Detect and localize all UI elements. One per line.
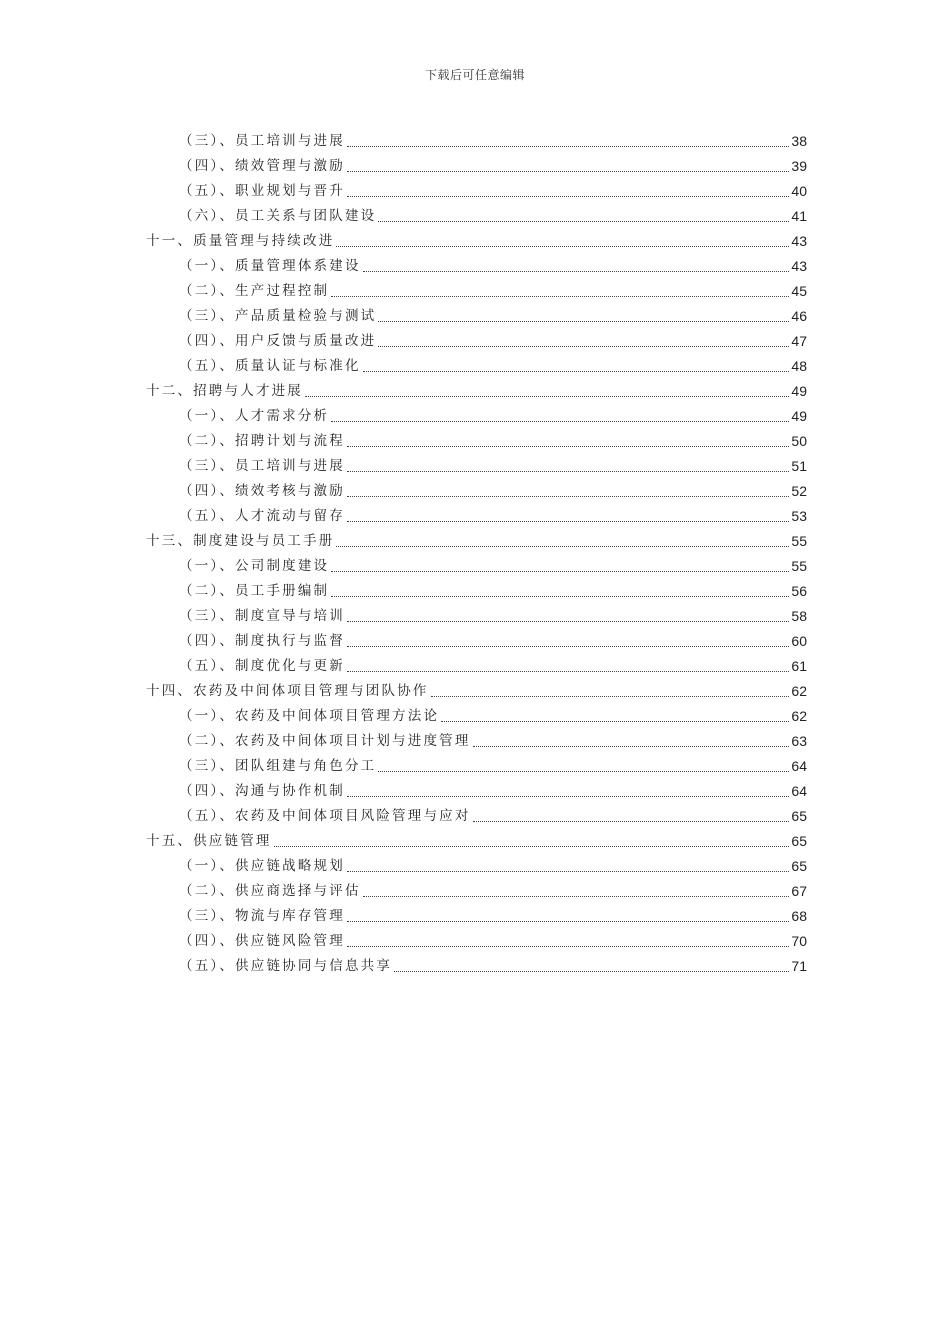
toc-dot-leader — [363, 896, 790, 897]
toc-chapter-entry[interactable] — [146, 826, 807, 851]
toc-page-number: 65 — [791, 858, 807, 874]
toc-page-number: 45 — [791, 283, 807, 299]
toc-page-number: 43 — [791, 258, 807, 274]
toc-page-number: 67 — [791, 883, 807, 899]
toc-page-number: 50 — [791, 433, 807, 449]
toc-entry-title: 十一、质量管理与持续改进 — [146, 233, 335, 249]
toc-section-entry[interactable] — [146, 276, 807, 301]
toc-dot-leader — [347, 446, 789, 447]
toc-dot-leader — [441, 721, 789, 722]
toc-page-number: 68 — [791, 908, 807, 924]
toc-dot-leader — [336, 246, 789, 247]
toc-section-entry[interactable] — [146, 176, 807, 201]
toc-entry-title: （一）、人才需求分析 — [179, 408, 330, 424]
toc-chapter-entry[interactable] — [146, 376, 807, 401]
toc-section-entry[interactable] — [146, 801, 807, 826]
toc-section-entry[interactable] — [146, 726, 807, 751]
page-header: 下载后可任意编辑 — [424, 68, 525, 82]
toc-section-entry[interactable] — [146, 626, 807, 651]
toc-page-number: 65 — [791, 833, 807, 849]
table-of-contents — [146, 126, 807, 976]
toc-page-number: 49 — [791, 383, 807, 399]
toc-dot-leader — [347, 521, 789, 522]
toc-dot-leader — [378, 346, 789, 347]
toc-entry-title: （二）、供应商选择与评估 — [179, 883, 361, 899]
toc-dot-leader — [347, 671, 789, 672]
toc-dot-leader — [394, 971, 789, 972]
toc-section-entry[interactable] — [146, 126, 807, 151]
toc-section-entry[interactable] — [146, 201, 807, 226]
toc-dot-leader — [431, 696, 790, 697]
toc-section-entry[interactable] — [146, 326, 807, 351]
toc-section-entry[interactable] — [146, 701, 807, 726]
toc-section-entry[interactable] — [146, 151, 807, 176]
toc-page-number: 52 — [791, 483, 807, 499]
toc-dot-leader — [363, 271, 790, 272]
toc-dot-leader — [347, 471, 789, 472]
toc-dot-leader — [347, 796, 789, 797]
toc-chapter-entry[interactable] — [146, 526, 807, 551]
toc-entry-title: （三）、物流与库存管理 — [179, 908, 345, 924]
toc-page-number: 55 — [791, 533, 807, 549]
toc-section-entry[interactable] — [146, 251, 807, 276]
toc-section-entry[interactable] — [146, 951, 807, 976]
toc-page-number: 48 — [791, 358, 807, 374]
toc-dot-leader — [378, 321, 789, 322]
toc-entry-title: （三）、员工培训与进展 — [179, 133, 345, 149]
toc-entry-title: （六）、员工关系与团队建设 — [179, 208, 377, 224]
toc-page-number: 51 — [791, 458, 807, 474]
toc-entry-title: （五）、质量认证与标准化 — [179, 358, 361, 374]
toc-page-number: 63 — [791, 733, 807, 749]
toc-section-entry[interactable] — [146, 926, 807, 951]
toc-dot-leader — [347, 871, 789, 872]
toc-page-number: 46 — [791, 308, 807, 324]
toc-page-number: 38 — [791, 133, 807, 149]
toc-dot-leader — [347, 646, 789, 647]
toc-section-entry[interactable] — [146, 901, 807, 926]
toc-page-number: 39 — [791, 158, 807, 174]
toc-dot-leader — [378, 771, 789, 772]
toc-section-entry[interactable] — [146, 576, 807, 601]
toc-page-number: 56 — [791, 583, 807, 599]
toc-entry-title: （三）、团队组建与角色分工 — [179, 758, 377, 774]
toc-dot-leader — [331, 421, 789, 422]
toc-entry-title: （一）、农药及中间体项目管理方法论 — [179, 708, 440, 724]
toc-page-number: 62 — [791, 683, 807, 699]
toc-entry-title: （四）、用户反馈与质量改进 — [179, 333, 377, 349]
toc-section-entry[interactable] — [146, 651, 807, 676]
toc-entry-title: 十五、供应链管理 — [146, 833, 272, 849]
toc-section-entry[interactable] — [146, 501, 807, 526]
toc-entry-title: 十二、招聘与人才进展 — [146, 383, 303, 399]
toc-dot-leader — [347, 946, 789, 947]
toc-dot-leader — [274, 846, 790, 847]
toc-section-entry[interactable] — [146, 876, 807, 901]
toc-dot-leader — [347, 621, 789, 622]
toc-page-number: 65 — [791, 808, 807, 824]
toc-entry-title: 十三、制度建设与员工手册 — [146, 533, 335, 549]
toc-section-entry[interactable] — [146, 476, 807, 501]
toc-page-number: 40 — [791, 183, 807, 199]
toc-chapter-entry[interactable] — [146, 226, 807, 251]
toc-section-entry[interactable] — [146, 401, 807, 426]
toc-chapter-entry[interactable] — [146, 676, 807, 701]
toc-entry-title: （二）、生产过程控制 — [179, 283, 330, 299]
toc-page-number: 53 — [791, 508, 807, 524]
toc-dot-leader — [305, 396, 789, 397]
toc-section-entry[interactable] — [146, 551, 807, 576]
toc-dot-leader — [347, 921, 789, 922]
toc-entry-title: （三）、制度宣导与培训 — [179, 608, 345, 624]
toc-section-entry[interactable] — [146, 351, 807, 376]
toc-entry-title: （四）、制度执行与监督 — [179, 633, 345, 649]
toc-entry-title: （五）、农药及中间体项目风险管理与应对 — [179, 808, 471, 824]
toc-entry-title: （四）、供应链风险管理 — [179, 933, 345, 949]
toc-dot-leader — [336, 546, 789, 547]
toc-page-number: 47 — [791, 333, 807, 349]
toc-entry-title: （一）、公司制度建设 — [179, 558, 330, 574]
toc-dot-leader — [331, 571, 789, 572]
toc-page-number: 58 — [791, 608, 807, 624]
toc-page-number: 60 — [791, 633, 807, 649]
toc-dot-leader — [347, 171, 789, 172]
toc-dot-leader — [347, 496, 789, 497]
toc-entry-title: （五）、制度优化与更新 — [179, 658, 345, 674]
toc-dot-leader — [347, 146, 789, 147]
toc-section-entry[interactable] — [146, 776, 807, 801]
toc-page-number: 64 — [791, 758, 807, 774]
toc-entry-title: （四）、绩效考核与激励 — [179, 483, 345, 499]
toc-entry-title: （四）、绩效管理与激励 — [179, 158, 345, 174]
toc-section-entry[interactable] — [146, 851, 807, 876]
toc-dot-leader — [473, 746, 790, 747]
toc-page-number: 55 — [791, 558, 807, 574]
toc-entry-title: （三）、产品质量检验与测试 — [179, 308, 377, 324]
toc-section-entry[interactable] — [146, 601, 807, 626]
toc-entry-title: （五）、供应链协同与信息共享 — [179, 958, 393, 974]
toc-dot-leader — [473, 821, 790, 822]
toc-entry-title: （五）、职业规划与晋升 — [179, 183, 345, 199]
toc-entry-title: （二）、招聘计划与流程 — [179, 433, 345, 449]
toc-section-entry[interactable] — [146, 426, 807, 451]
toc-entry-title: （一）、质量管理体系建设 — [179, 258, 361, 274]
toc-dot-leader — [363, 371, 790, 372]
toc-dot-leader — [331, 596, 789, 597]
toc-entry-title: （三）、员工培训与进展 — [179, 458, 345, 474]
toc-entry-title: （二）、农药及中间体项目计划与进度管理 — [179, 733, 471, 749]
toc-section-entry[interactable] — [146, 301, 807, 326]
toc-entry-title: （二）、员工手册编制 — [179, 583, 330, 599]
toc-page-number: 41 — [791, 208, 807, 224]
toc-page-number: 62 — [791, 708, 807, 724]
toc-entry-title: （五）、人才流动与留存 — [179, 508, 345, 524]
toc-page-number: 70 — [791, 933, 807, 949]
toc-dot-leader — [331, 296, 789, 297]
toc-section-entry[interactable] — [146, 751, 807, 776]
toc-dot-leader — [378, 221, 789, 222]
toc-page-number: 71 — [791, 958, 807, 974]
toc-page-number: 61 — [791, 658, 807, 674]
toc-section-entry[interactable] — [146, 451, 807, 476]
toc-page-number: 49 — [791, 408, 807, 424]
toc-page-number: 43 — [791, 233, 807, 249]
toc-dot-leader — [347, 196, 789, 197]
toc-entry-title: （一）、供应链战略规划 — [179, 858, 345, 874]
toc-entry-title: （四）、沟通与协作机制 — [179, 783, 345, 799]
toc-entry-title: 十四、农药及中间体项目管理与团队协作 — [146, 683, 429, 699]
toc-page-number: 64 — [791, 783, 807, 799]
